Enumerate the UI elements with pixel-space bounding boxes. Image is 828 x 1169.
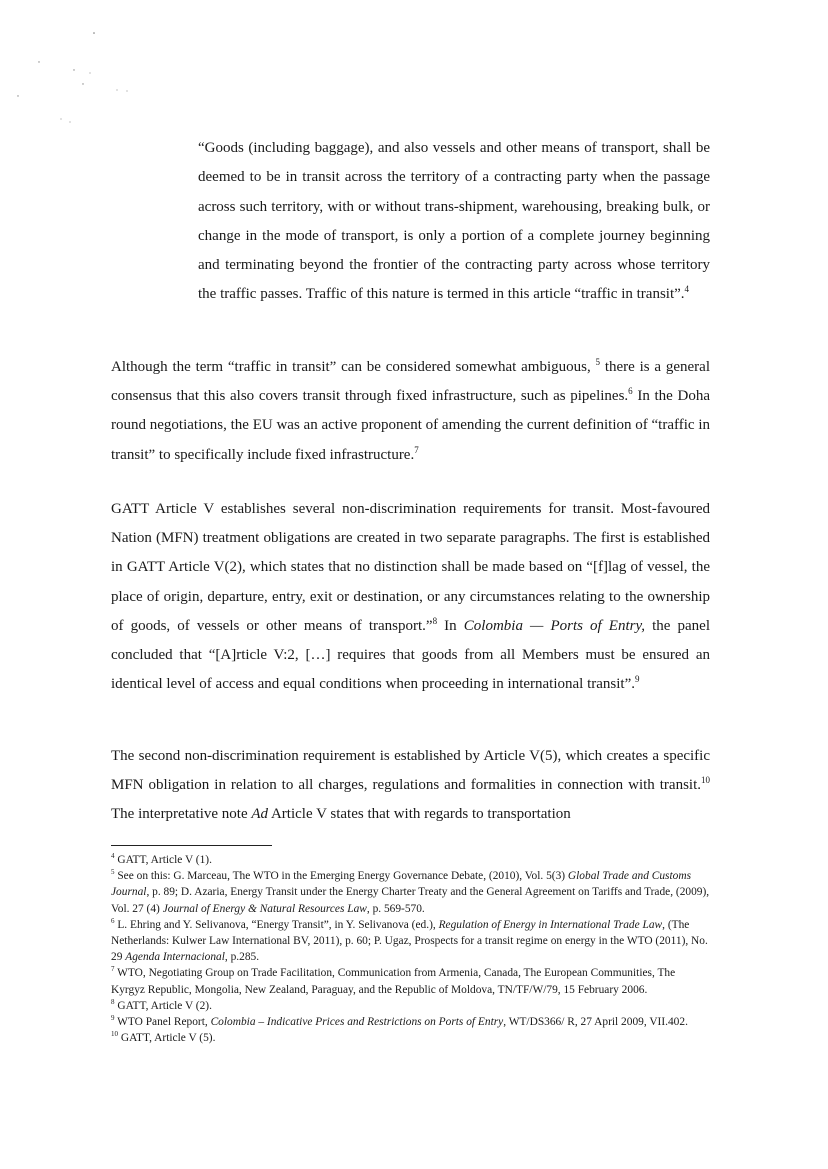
footnote-ref[interactable]: 7 (414, 444, 419, 455)
case-name: Colombia — Ports of Entry, (463, 617, 646, 634)
paragraph-text: the panel concluded that “[A]rticle V:2, […] requires that goods from all Members must be ensured an identical level of access and equal conditions when proceeding in international transit”. (111, 617, 711, 693)
footnote-ref[interactable]: 9 (634, 674, 640, 685)
footnote-divider (111, 845, 272, 846)
journal-title: Journal of Energy & Natural Resources Law (162, 902, 367, 915)
paragraph-text: GATT Article V establishes several non-discrimination requirements for transit. Most-favoured Nation (MFN) treatment obligations are created in two separate paragraphs. The first is established in GATT Article V(2), which states that no distinction shall be made based on “[f]lag of vessel, the place of origin, departure, entry, exit or destination, or any circumstances relating to the ownership of goods, of vessels or other means of transport.” (111, 501, 710, 634)
footnote-number: 4 (111, 852, 115, 861)
block-quote (198, 134, 710, 310)
footnote-number: 7 (111, 965, 115, 974)
footnote-text: , (The Netherlands: Kulwer Law International BV, 2011), p. 60; P. Ugaz, Prospects for a transit regime on energy in the WTO (2011), No. 29 (111, 918, 708, 964)
footnote-ref[interactable]: 4 (684, 284, 690, 295)
footnote-ref[interactable]: 5 (595, 357, 601, 367)
footnote-text: , WT/DS366/ R, 27 April 2009, VII.402. (503, 1016, 688, 1029)
footnote-7 (111, 965, 711, 997)
footnote-10 (111, 1030, 711, 1046)
paragraph-traffic-in-transit (111, 353, 710, 470)
paragraph-second-requirement (111, 742, 710, 830)
report-title: Colombia – Indicative Prices and Restrictions on Ports of Entry (210, 1016, 504, 1029)
journal-title: Global Trade and Customs Journal (111, 870, 692, 899)
footnote-ref[interactable]: 10 (701, 775, 710, 786)
footnote-4 (111, 852, 711, 868)
footnote-number: 6 (111, 917, 115, 926)
footnote-ref[interactable]: 8 (432, 615, 438, 626)
footnote-5 (111, 868, 711, 917)
scan-specks (0, 0, 140, 140)
footnote-text: WTO Panel Report, (114, 1016, 211, 1029)
paragraph-gatt-article-v (111, 495, 710, 699)
footnote-number: 5 (111, 868, 115, 877)
ad-term: Ad (251, 806, 269, 823)
block-quote-text: “Goods (including baggage), and also vessels and other means of transport, shall be deemed to be in transit across the territory of a contracting party when the passage across such territory, with or without trans-shipment, warehousing, breaking bulk, or change in the mode of transport, is only a portion of a complete journey beginning and terminating beyond the frontier of the contracting party across whose territory the traffic passes. Traffic of this nature is termed in this article “traffic in transit”. (198, 140, 710, 303)
footnote-9 (111, 1014, 711, 1030)
footnotes-list (111, 852, 711, 1046)
footnote-text: , p. 569-570. (366, 902, 425, 915)
footnote-8 (111, 998, 711, 1014)
footnote-text: GATT, Article V (1). (114, 854, 212, 866)
paragraph-text: Article V states that with regards to transportation (268, 806, 571, 823)
paragraph-text: Although the term “traffic in transit” can be considered somewhat ambiguous, (111, 359, 596, 375)
footnote-number: 8 (111, 998, 115, 1007)
footnote-number: 9 (111, 1014, 115, 1023)
paragraph-text: there is a general consensus that this also covers transit through fixed infrastructure, such as pipelines. (111, 359, 711, 405)
book-title: Regulation of Energy in International Trade Law (438, 918, 663, 931)
footnote-6 (111, 917, 711, 966)
footnote-number: 10 (111, 1030, 118, 1039)
footnote-text: , p.285. (224, 951, 260, 964)
footnote-text: WTO, Negotiating Group on Trade Facilitation, Communication from Armenia, Canada, The European Communities, The Kyrgyz Republic, Mongolia, New Zealand, Paraguay, and the Republic of Moldova, TN/TF/W/79, 15 February 2006. (111, 967, 676, 996)
footnote-text: GATT, Article V (2). (114, 999, 212, 1012)
journal-title: Agenda Internacional (125, 951, 225, 964)
footnote-text: See on this: G. Marceau, The WTO in the Emerging Energy Governance Debate, (2010), Vol. 5(3) (114, 870, 568, 883)
paragraph-text: The second non-discrimination requirement is established by Article V(5), which creates a specific MFN obligation in relation to all charges, regulations and formalities in connection with transit. (111, 748, 710, 794)
paragraph-text: The interpretative note (111, 806, 252, 823)
footnote-text: GATT, Article V (5). (118, 1032, 216, 1045)
footnote-text: , p. 89; D. Azaria, Energy Transit under the Energy Charter Treaty and the General Agreement on Tariffs and Trade, (2009), Vol. 27 (4) (111, 886, 710, 915)
footnote-text: L. Ehring and Y. Selivanova, “Energy Transit”, in Y. Selivanova (ed.), (114, 918, 439, 931)
paragraph-text: In (437, 617, 464, 634)
footnote-ref[interactable]: 6 (628, 386, 633, 397)
paragraph-text: In the Doha round negotiations, the EU was an active proponent of amending the current definition of “traffic in transit” to specifically include fixed infrastructure. (111, 388, 711, 463)
